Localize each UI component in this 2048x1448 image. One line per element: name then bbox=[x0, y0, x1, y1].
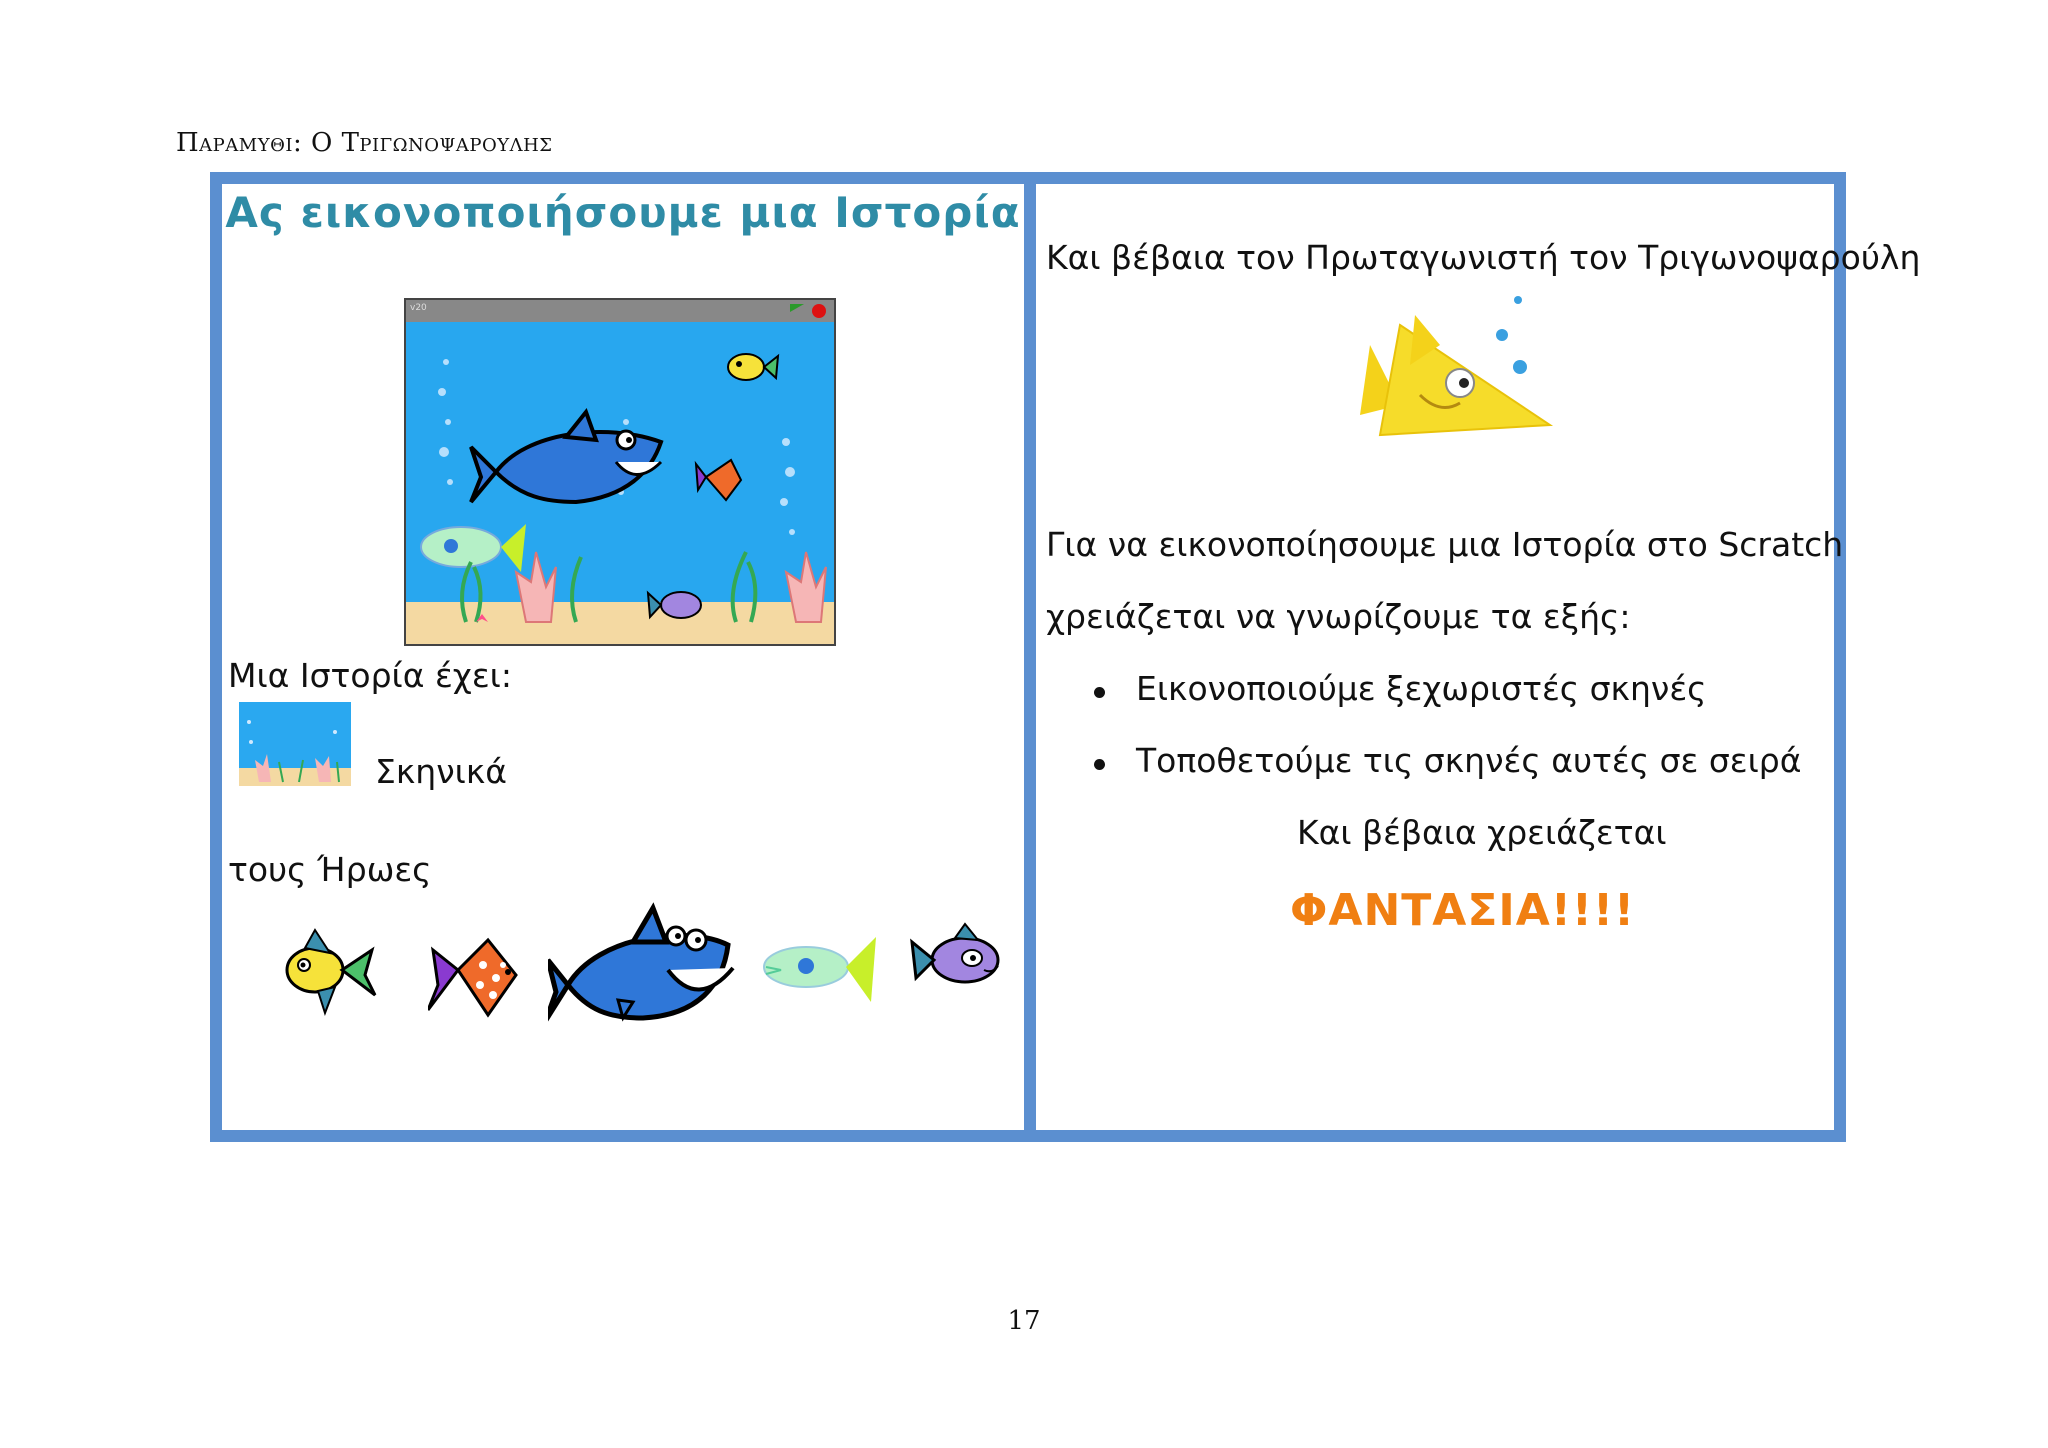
step-text: Τοποθετούμε τις σκηνές αυτές σε σειρά bbox=[1136, 741, 1802, 780]
background-thumbnail bbox=[239, 702, 351, 786]
frame-divider bbox=[1024, 172, 1036, 1142]
green-fish-in-stage bbox=[421, 524, 526, 572]
green-fish-hero bbox=[756, 932, 878, 1007]
spotted-fish-hero bbox=[428, 930, 523, 1020]
shark-hero bbox=[548, 900, 738, 1030]
backgrounds-label: Σκηνικά bbox=[375, 752, 508, 791]
triangle-fish-protagonist-image bbox=[1320, 285, 1560, 470]
stage-caption: v20 bbox=[410, 303, 427, 313]
yellow-fish-in-stage bbox=[728, 354, 778, 380]
step-text: Εικονοποιούμε ξεχωριστές σκηνές bbox=[1136, 669, 1707, 708]
list-item bbox=[1136, 741, 1801, 780]
spotted-fish-in-stage bbox=[696, 460, 741, 500]
green-flag-icon bbox=[790, 304, 804, 312]
stop-icon bbox=[812, 304, 826, 318]
bullet-icon bbox=[1094, 759, 1105, 770]
page-number: 17 bbox=[1007, 1306, 1041, 1336]
yellow-fish-hero bbox=[280, 925, 380, 1020]
document-header-title: Παραμυθι: Ο Τριγωνοψαρουλης bbox=[176, 128, 553, 158]
story-has-label: Μια Ιστορία έχει: bbox=[228, 656, 512, 695]
stage-title-bar bbox=[406, 300, 834, 322]
heroes-label: τους Ήρωες bbox=[228, 850, 432, 889]
list-item bbox=[1136, 669, 1707, 708]
purple-fish-hero bbox=[910, 920, 1010, 1000]
fantasy-emphasis: ΦΑΝΤΑΣΙΑ!!!! bbox=[1290, 885, 1636, 936]
protagonist-line: Και βέβαια τον Πρωταγωνιστή τον Τριγωνοψαρούλη bbox=[1046, 238, 1921, 277]
shark-in-stage bbox=[471, 412, 661, 502]
intro-line-1: Για να εικονοποίησουμε μια Ιστορία στο Scratch bbox=[1046, 525, 1844, 564]
left-heading: Ας εικονοποιήσουμε μια Ιστορία bbox=[225, 188, 1021, 237]
bullet-icon bbox=[1094, 687, 1105, 698]
intro-line-2: χρειάζεται να γνωρίζουμε τα εξής: bbox=[1046, 597, 1631, 636]
closing-line: Και βέβαια χρειάζεται bbox=[1297, 813, 1667, 852]
scratch-stage-image bbox=[404, 298, 836, 646]
aquarium-scene bbox=[406, 322, 836, 646]
